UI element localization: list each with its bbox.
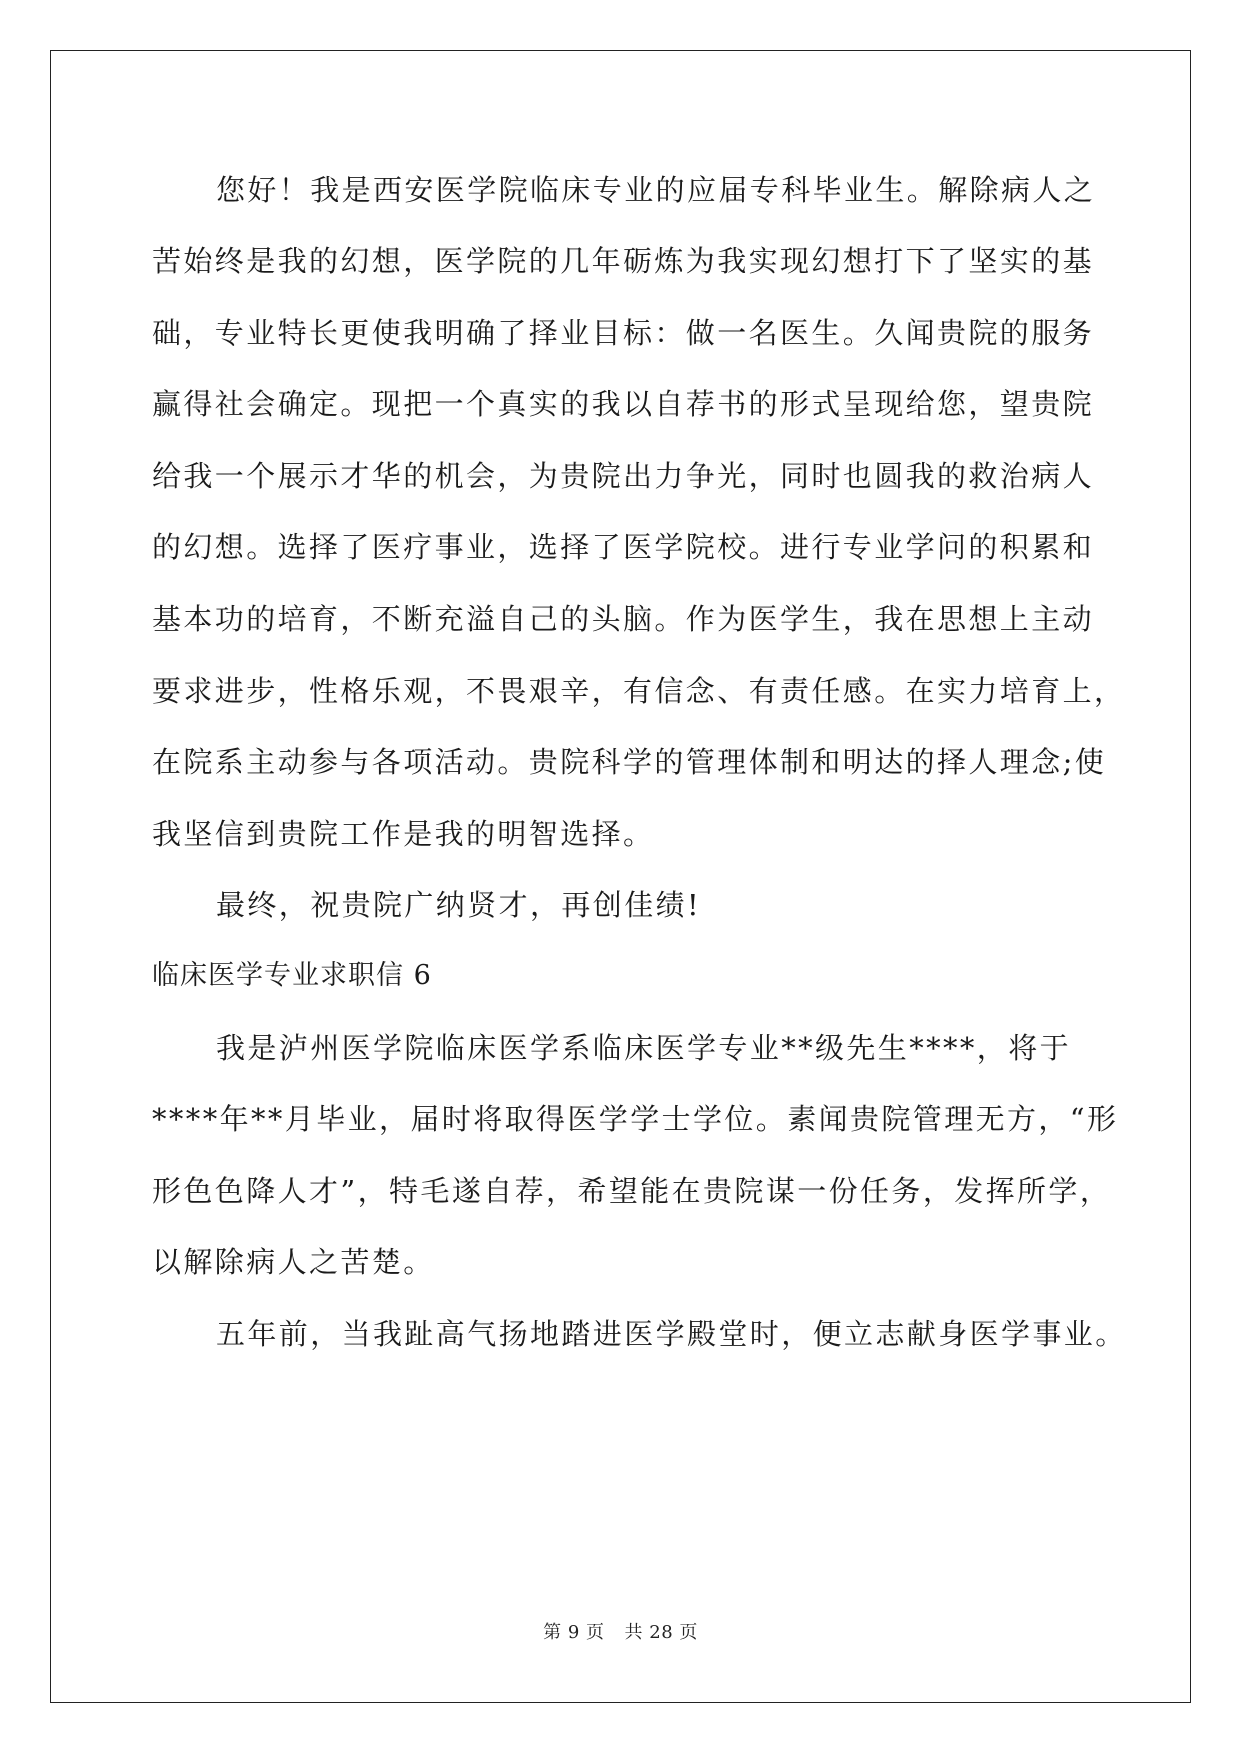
page-border bbox=[50, 50, 1191, 1703]
paragraph-line: 给我一个展示才华的机会，为贵院出力争光，同时也圆我的救治病人 bbox=[152, 459, 1095, 493]
paragraph-line: ****年**月毕业，届时将取得医学学士学位。素闻贵院管理无方，“形 bbox=[152, 1102, 1119, 1136]
paragraph-line: 您好！我是西安医学院临床专业的应届专科毕业生。解除病人之 bbox=[216, 173, 1096, 207]
paragraph-line: 赢得社会确定。现把一个真实的我以自荐书的形式呈现给您，望贵院 bbox=[152, 387, 1095, 421]
paragraph-line: 在院系主动参与各项活动。贵院科学的管理体制和明达的择人理念;使 bbox=[152, 745, 1107, 779]
paragraph-line: 我是泸州医学院临床医学系临床医学专业**级先生****，将于 bbox=[216, 1031, 1072, 1065]
closing-line: 最终，祝贵院广纳贤才，再创佳绩! bbox=[216, 888, 702, 922]
page-footer bbox=[0, 1622, 1241, 1644]
paragraph-line: 五年前，当我趾高气扬地踏进医学殿堂时，便立志献身医学事业。 bbox=[216, 1317, 1127, 1351]
paragraph-line: 形色色降人才”，特毛遂自荐，希望能在贵院谋一份任务，发挥所学， bbox=[152, 1174, 1112, 1208]
paragraph-line: 我坚信到贵院工作是我的明智选择。 bbox=[152, 817, 655, 851]
paragraph-line: 础，专业特长更使我明确了择业目标：做一名医生。久闻贵院的服务 bbox=[152, 316, 1095, 350]
paragraph-line: 以解除病人之苦楚。 bbox=[152, 1245, 435, 1279]
paragraph-line: 苦始终是我的幻想，医学院的几年砺炼为我实现幻想打下了坚实的基 bbox=[152, 244, 1095, 278]
paragraph-line: 要求进步，性格乐观，不畏艰辛，有信念、有责任感。在实力培育上， bbox=[152, 674, 1126, 708]
section-heading: 临床医学专业求职信 6 bbox=[152, 960, 432, 991]
page-number: 第 9 页 bbox=[543, 1622, 605, 1643]
page-total: 共 28 页 bbox=[624, 1622, 698, 1643]
paragraph-line: 的幻想。选择了医疗事业，选择了医学院校。进行专业学问的积累和 bbox=[152, 530, 1095, 564]
paragraph-line: 基本功的培育，不断充溢自己的头脑。作为医学生，我在思想上主动 bbox=[152, 602, 1095, 636]
